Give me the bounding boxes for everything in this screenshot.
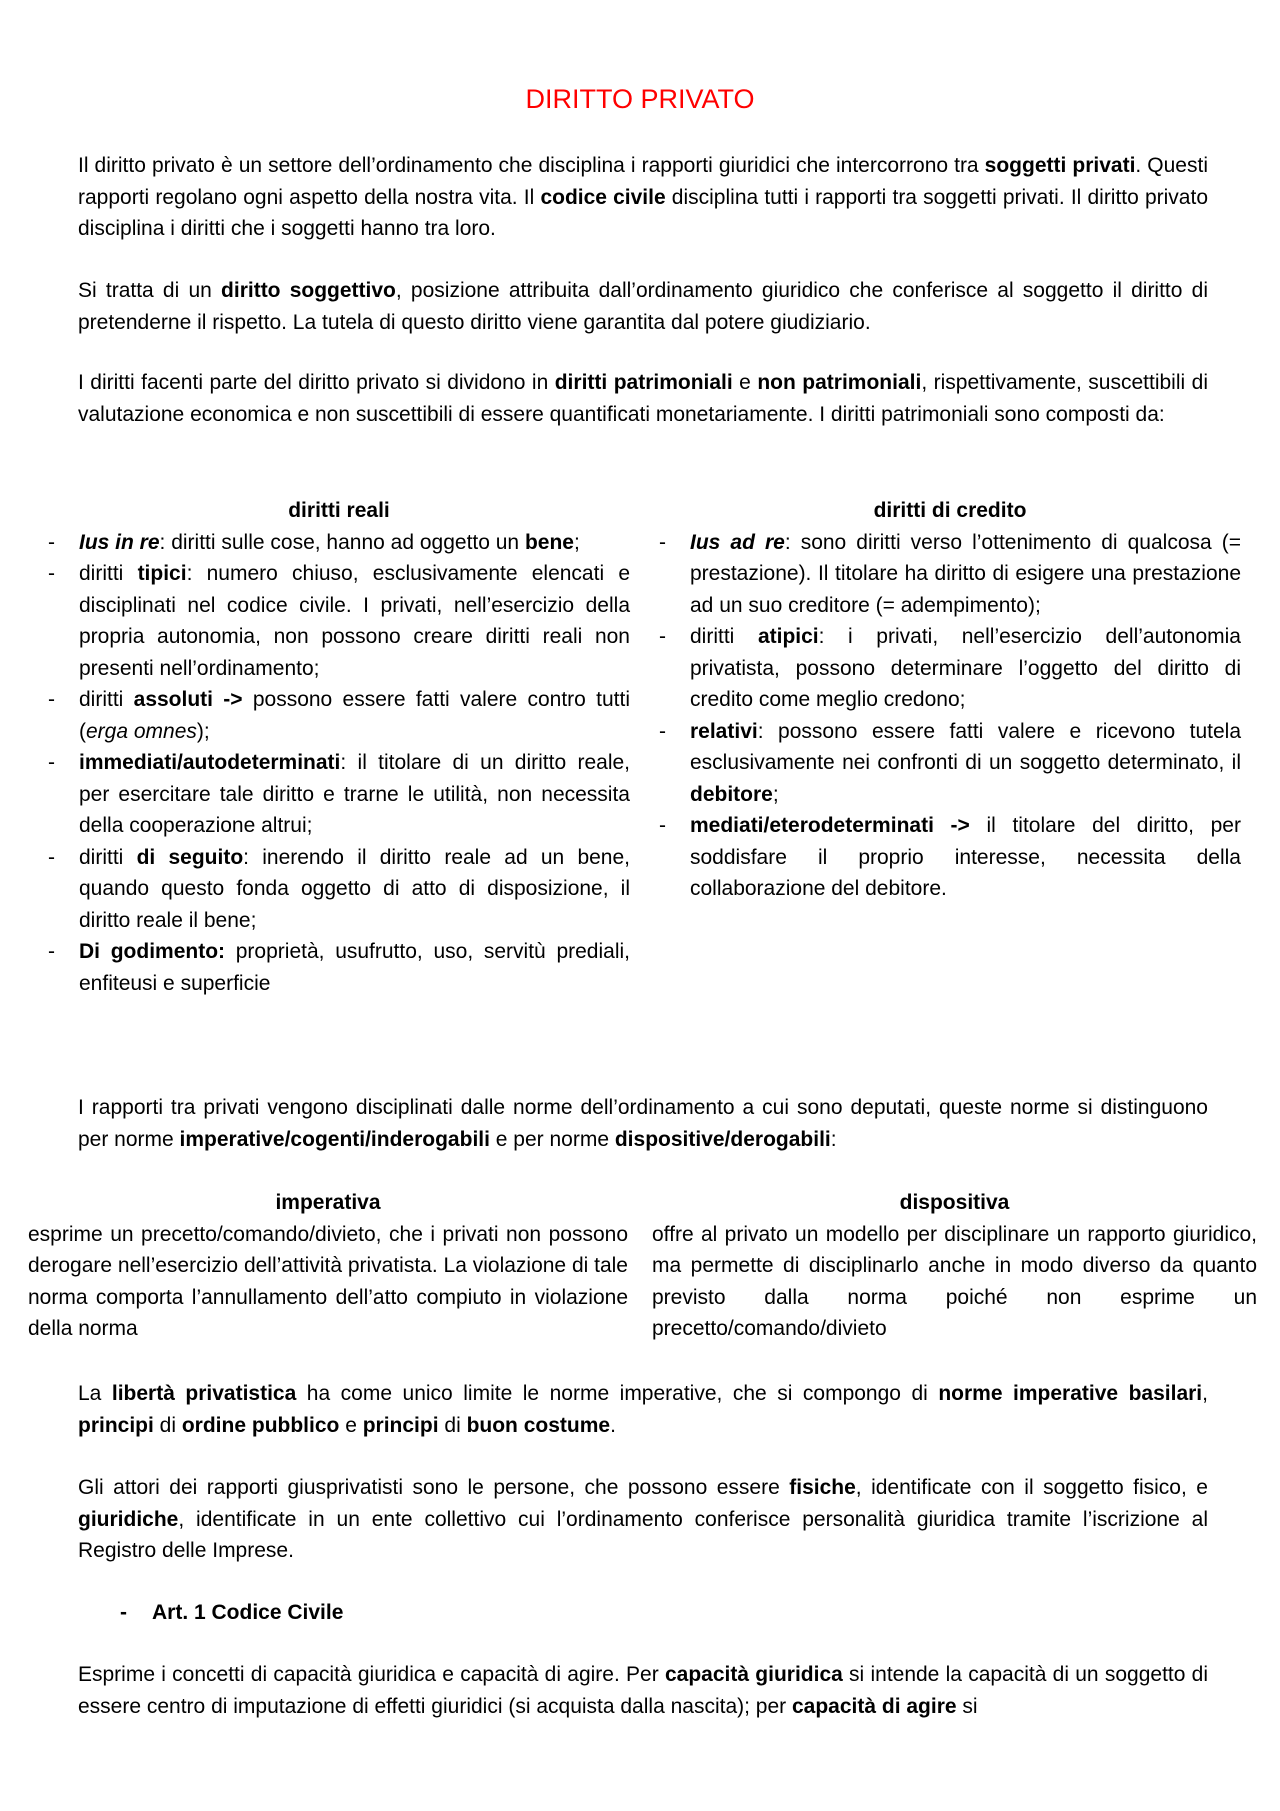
diritti-reali-list	[48, 527, 630, 1000]
list-item: - diritti tipici: numero chiuso, esclusivamente elencati e disciplinati nel codice civile. I privati, nell’esercizio della propria autonomia, non possono creare diritti reali non presenti nell’ordinamento;	[48, 558, 630, 684]
paragraph-liberta-privatistica: La libertà privatistica ha come unico limite le norme imperative, che si compongo di norme imperative basilari, principi di ordine pubblico e principi di buon costume.	[78, 1382, 1208, 1437]
diritti-reali-column	[48, 495, 630, 999]
paragraph-capacita: Esprime i concetti di capacità giuridica e capacità di agire. Per capacità giuridica si intende la capacità di un soggetto di essere centro di imputazione di effetti giuridici (si acquista dalla nascita); per capacità di agire si	[78, 1663, 1209, 1718]
diritti-credito-list	[659, 527, 1241, 905]
norma-dispositiva-column	[652, 1187, 1257, 1345]
paragraph-persone: Gli attori dei rapporti giusprivatisti sono le persone, che possono essere fisiche, identificate con il soggetto fisico, e giuridiche, identificate in un ente collettivo cui l’ordinamento conferisce personalità giuridica tramite l’iscrizione al Registro delle Imprese.	[78, 1476, 1208, 1562]
norma-dispositiva-text: offre al privato un modello per disciplinare un rapporto giuridico, ma permette di disciplinarlo anche in modo diverso da quanto previsto dalla norma poiché non esprime un precetto/comando/divieto	[652, 1222, 1257, 1340]
paragraph-diritto-soggettivo: Si tratta di un diritto soggettivo, posizione attribuita dall’ordinamento giuridico che conferisce al soggetto il diritto di pretenderne il rispetto. La tutela di questo diritto viene garantita dal potere giudiziario.	[78, 279, 1208, 334]
list-item: - diritti atipici: i privati, nell’esercizio dell’autonomia privatista, possono determinare l’oggetto del diritto di credito come meglio credono;	[659, 621, 1241, 716]
list-item: - Ius ad re: sono diritti verso l’ottenimento di qualcosa (= prestazione). Il titolare ha diritto di esigere una prestazione ad un suo creditore (= adempimento);	[659, 527, 1241, 622]
paragraph-norme: I rapporti tra privati vengono disciplinati dalle norme dell’ordinamento a cui sono deputati, queste norme si distinguono per norme imperative/cogenti/inderogabili e per norme dispositive/derogabili:	[78, 1096, 1208, 1151]
norma-imperativa-heading: imperativa	[275, 1191, 381, 1214]
paragraph-intro: Il diritto privato è un settore dell’ordinamento che disciplina i rapporti giuridici che intercorrono tra soggetti privati. Questi rapporti regolano ogni aspetto della nostra vita. Il codice civile disciplina tutti i rapporti tra soggetti privati. Il diritto privato disciplina i diritti che i soggetti hanno tra loro.	[78, 154, 1208, 240]
list-item: - mediati/eterodeterminati -> il titolare del diritto, per soddisfare il proprio interesse, necessita della collaborazione del debitore.	[659, 810, 1241, 905]
art-1-heading: - Art. 1 Codice Civile	[121, 1597, 343, 1629]
paragraph-diritti-patrimoniali: I diritti facenti parte del diritto privato si dividono in diritti patrimoniali e non patrimoniali, rispettivamente, suscettibili di valutazione economica e non suscettibili di essere quantificati monetariamente. I diritti patrimoniali sono composti da:	[78, 371, 1208, 426]
diritti-credito-heading: diritti di credito	[873, 499, 1027, 522]
page-title: DIRITTO PRIVATO	[525, 84, 755, 114]
diritti-reali-heading: diritti reali	[288, 499, 390, 522]
list-item: - diritti di seguito: inerendo il diritto reale ad un bene, quando questo fonda oggetto di atto di disposizione, il diritto reale il bene;	[48, 842, 630, 937]
diritti-credito-column	[659, 495, 1241, 905]
list-item: - Ius in re: diritti sulle cose, hanno ad oggetto un bene;	[48, 527, 630, 559]
list-item: - relativi: possono essere fatti valere e ricevono tutela esclusivamente nei confronti di un soggetto determinato, il debitore;	[659, 716, 1241, 811]
norma-imperativa-column	[28, 1187, 628, 1345]
list-item: - diritti assoluti -> possono essere fatti valere contro tutti (erga omnes);	[48, 684, 630, 747]
norma-imperativa-text: esprime un precetto/comando/divieto, che i privati non possono derogare nell’esercizio dell’attività privatista. La violazione di tale norma comporta l’annullamento dell’atto compiuto in violazione della norma	[28, 1222, 628, 1340]
list-item: - immediati/autodeterminati: il titolare di un diritto reale, per esercitare tale diritto e trarne le utilità, non necessita della cooperazione altrui;	[48, 747, 630, 842]
list-item: - Di godimento: proprietà, usufrutto, uso, servitù prediali, enfiteusi e superficie	[48, 936, 630, 999]
norma-dispositiva-heading: dispositiva	[899, 1191, 1010, 1214]
